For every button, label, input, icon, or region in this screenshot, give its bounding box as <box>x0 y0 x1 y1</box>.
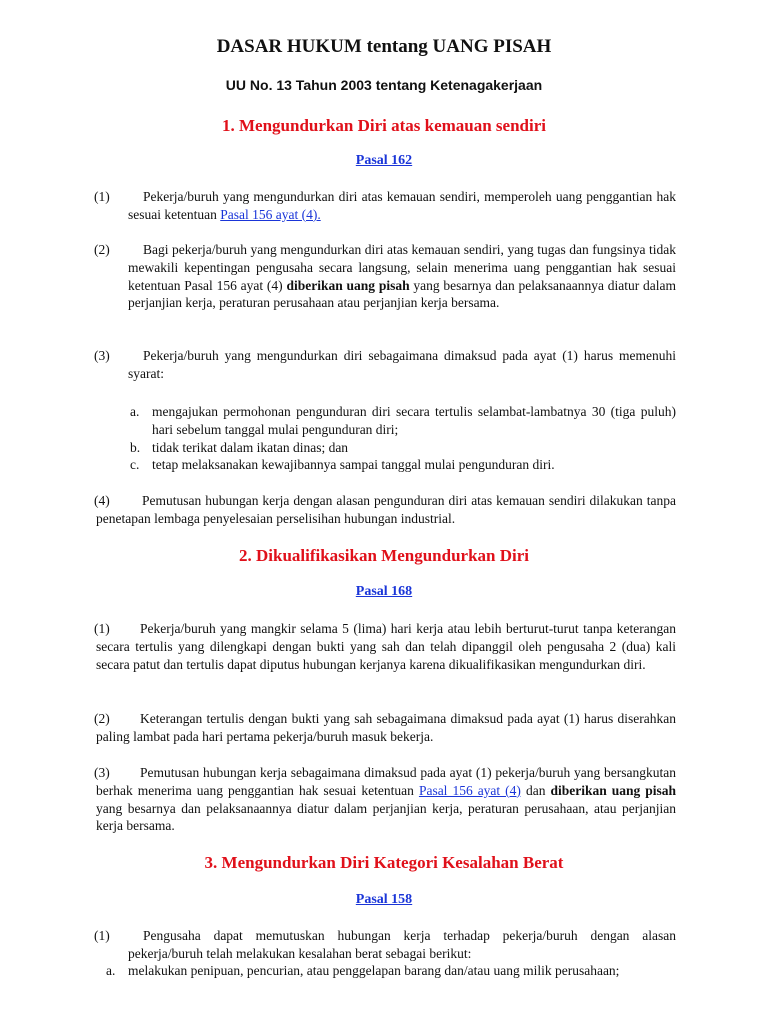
paragraph-text: Pekerja/buruh yang mengundurkan diri atas kemauan sendiri, memperoleh uang penggantian hak sesuai ketentuan <box>128 189 676 222</box>
paragraph-text: yang besarnya dan pelaksanaannya diatur dalam perjanjian kerja, peraturan perusahaan, atau perjanjian kerja bersama. <box>96 800 676 834</box>
pasal-168-link[interactable]: Pasal 168 <box>355 584 413 599</box>
pasal-162-link[interactable]: Pasal 162 <box>355 153 413 168</box>
paragraph-number: (1) <box>94 621 110 636</box>
list-item: a. mengajukan permohonan pengunduran diri secara tertulis selambat-lambatnya 30 (tiga puluh) hari sebelum tanggal mulai pengunduran diri; <box>130 404 676 437</box>
paragraph-number: (1) <box>94 928 110 943</box>
s1-requirements-list <box>128 403 676 474</box>
paragraph-text: Pekerja/buruh yang mengundurkan diri sebagaimana dimaksud pada ayat (1) harus memenuhi syarat: <box>128 348 676 381</box>
document-subtitle: UU No. 13 Tahun 2003 tentang Ketenagakerjaan <box>225 77 543 93</box>
paragraph-number: (2) <box>94 242 110 257</box>
pasal-156-link[interactable]: Pasal 156 ayat (4). <box>220 206 321 222</box>
paragraph-number: (1) <box>94 189 110 204</box>
paragraph-text: Pekerja/buruh yang mangkir selama 5 (lima) hari kerja atau lebih berturut-turut tanpa keterangan secara tertulis yang dilengkapi dengan bukti yang sah dan telah dipanggil oleh pengusaha 2 (dua) kali secara patut dan tertulis dapat diputus hubungan kerjanya karena dikualifikasikan mengundurkan diri. <box>96 621 676 672</box>
paragraph-number: (4) <box>94 493 110 508</box>
paragraph-text: dan <box>525 782 546 798</box>
emphasis-uang-pisah: diberikan uang pisah <box>550 782 677 798</box>
section-2-heading: 2. Dikualifikasikan Mengundurkan Diri <box>238 546 530 565</box>
list-item: c. tetap melaksanakan kewajibannya sampai tanggal mulai pengunduran diri. <box>130 457 555 473</box>
paragraph-number: (3) <box>94 348 110 363</box>
s2-paragraph-3 <box>96 764 676 835</box>
section-1-heading: 1. Mengundurkan Diri atas kemauan sendiri <box>222 116 546 135</box>
pasal-158-link[interactable]: Pasal 158 <box>355 892 413 907</box>
paragraph-text: yang besarnya dan pelaksanaannya diatur dalam perjanjian kerja, peraturan perusahaan atau perjanjian kerja bersama. <box>128 277 677 311</box>
emphasis-uang-pisah: diberikan uang pisah <box>286 277 410 293</box>
paragraph-text: Bagi pekerja/buruh yang mengundurkan diri atas kemauan sendiri, yang tugas dan fungsinya tidak mewakili kepentingan pengusaha secara langsung, selain menerima uang penggantian hak sesuai ketentuan Pasal 156 ayat (4) <box>128 242 676 293</box>
s1-paragraph-2 <box>96 241 676 312</box>
s1-paragraph-1 <box>96 188 676 224</box>
section-3-pasal[interactable] <box>0 892 768 908</box>
s1-paragraph-3 <box>96 347 676 383</box>
s2-paragraph-2 <box>96 710 676 746</box>
pasal-156-link[interactable]: Pasal 156 ayat (4) <box>418 782 521 798</box>
list-item: a. melakukan penipuan, pencurian, atau penggelapan barang dan/atau uang milik perusahaan; <box>106 963 620 978</box>
document-title: DASAR HUKUM tentang UANG PISAH <box>216 36 552 57</box>
paragraph-text: Pengusaha dapat memutuskan hubungan kerja terhadap pekerja/buruh dengan alasan pekerja/buruh telah melakukan kesalahan berat sebagai berikut: <box>128 928 676 961</box>
section-2-pasal[interactable] <box>0 584 768 600</box>
paragraph-text: Keterangan tertulis dengan bukti yang sah sebagaimana dimaksud pada ayat (1) harus diserahkan paling lambat pada hari pertama pekerja/buruh masuk bekerja. <box>96 711 676 744</box>
paragraph-number: (2) <box>94 711 110 726</box>
paragraph-number: (3) <box>94 765 110 780</box>
list-item: b. tidak terikat dalam ikatan dinas; dan <box>130 439 349 455</box>
s2-paragraph-1 <box>96 620 676 673</box>
section-3-heading: 3. Mengundurkan Diri Kategori Kesalahan Berat <box>204 853 564 872</box>
paragraph-text: Pemutusan hubungan kerja sebagaimana dimaksud pada ayat (1) pekerja/buruh yang bersangkutan berhak menerima uang penggantian hak sesuai ketentuan <box>96 765 676 798</box>
section-1-pasal[interactable] <box>0 153 768 169</box>
s1-paragraph-4 <box>96 492 676 528</box>
s3-paragraph-1 <box>96 927 676 963</box>
s3-list <box>104 962 676 980</box>
paragraph-text: Pemutusan hubungan kerja dengan alasan pengunduran diri atas kemauan sendiri dilakukan tanpa penetapan lembaga penyelesaian perselisihan hubungan industrial. <box>96 493 676 526</box>
